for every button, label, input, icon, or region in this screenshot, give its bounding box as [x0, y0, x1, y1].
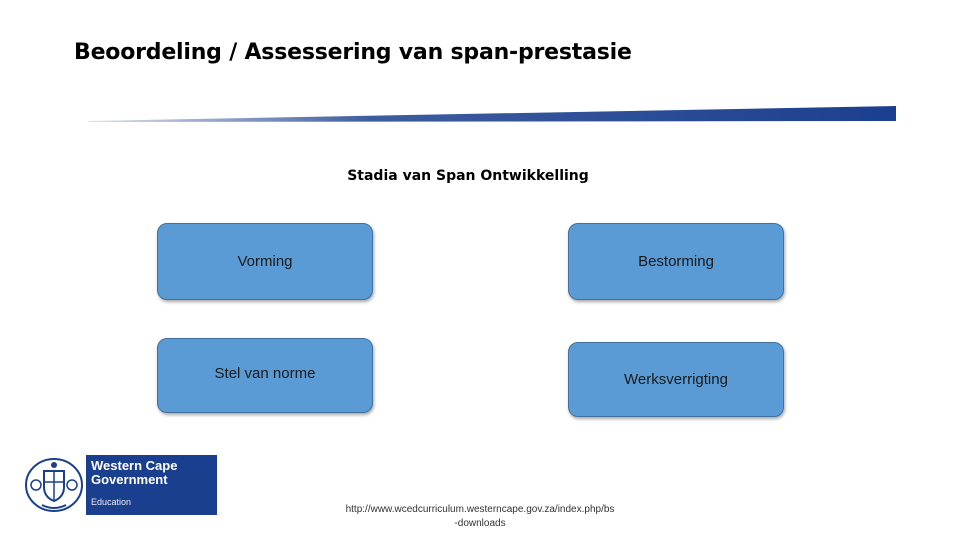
- coat-of-arms-icon: [22, 455, 86, 515]
- diagram-heading: Stadia van Span Ontwikkelling: [347, 168, 589, 184]
- logo-wordmark: [86, 455, 217, 515]
- stage-box-bestorming: [568, 223, 784, 300]
- stage-label-bestorming: Bestorming: [638, 253, 714, 270]
- logo-text-government: Government: [91, 472, 168, 487]
- western-cape-government-logo: [22, 455, 217, 515]
- stage-box-norme: [157, 338, 373, 413]
- stage-box-vorming: [157, 223, 373, 300]
- stage-label-norme: Stel van norme: [214, 365, 316, 382]
- title-underline-rule: [88, 106, 896, 124]
- source-url-line1: http://www.wcedcurriculum.westerncape.gov.za/index.php/bs: [345, 504, 615, 515]
- source-url-line2: -downloads: [454, 518, 506, 529]
- source-url[interactable]: [320, 503, 640, 531]
- slide-title: Beoordeling / Assessering van span-prestasie: [74, 40, 632, 65]
- stage-label-werksverrigting: Werksverrigting: [624, 371, 728, 388]
- stage-box-werksverrigting: [568, 342, 784, 417]
- logo-text-education: Education: [91, 497, 132, 507]
- stage-label-vorming: Vorming: [237, 253, 293, 270]
- logo-text-western-cape: Western Cape: [91, 458, 178, 473]
